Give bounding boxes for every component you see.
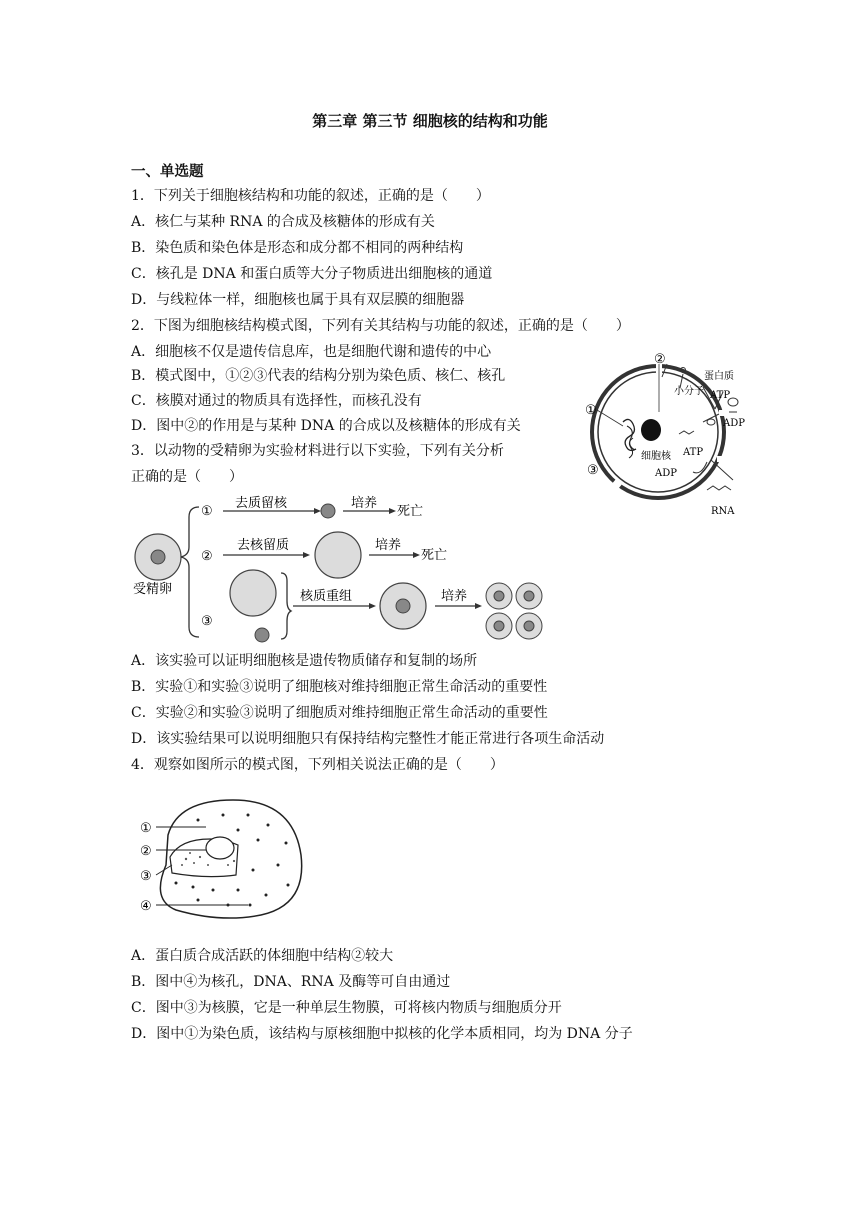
q2-fig-label-3: ③ bbox=[587, 463, 599, 478]
q3-fig-step-3: 核质重组 bbox=[300, 589, 353, 604]
q1-option-d: D．与线粒体一样，细胞核也属于具有双层膜的细胞器 bbox=[131, 292, 465, 308]
q4-fig-label-4: ④ bbox=[140, 899, 152, 914]
q4-option-b: B．图中④为核孔，DNA、RNA 及酶等可自由通过 bbox=[131, 974, 451, 990]
q3-fig-step-1: 去质留核 bbox=[235, 496, 288, 511]
q3-fig-culture-2: 培养 bbox=[375, 538, 402, 553]
section-heading: 一、单选题 bbox=[131, 164, 204, 180]
page-title: 第三章 第三节 细胞核的结构和功能 bbox=[312, 112, 548, 130]
q2-fig-label-2: ② bbox=[654, 352, 666, 367]
q2-option-b: B．模式图中，①②③代表的结构分别为染色质、核仁、核孔 bbox=[131, 368, 506, 384]
q2-fig-protein: 蛋白质 bbox=[704, 371, 734, 382]
q4-fig-label-1: ① bbox=[140, 821, 152, 836]
q3-option-d: D．该实验结果可以说明细胞只有保持结构完整性才能正常进行各项生命活动 bbox=[131, 731, 605, 747]
q3-fig-culture-1: 培养 bbox=[351, 496, 378, 511]
q3-fig-death-1: 死亡 bbox=[397, 504, 424, 519]
q3-fig-egg-label: 受精卵 bbox=[133, 582, 173, 597]
q3-fig-death-2: 死亡 bbox=[421, 548, 448, 563]
q2-option-c: C．核膜对通过的物质具有选择性，而核孔没有 bbox=[131, 393, 422, 409]
q3-option-a: A．该实验可以证明细胞核是遗传物质储存和复制的场所 bbox=[131, 653, 478, 669]
q2-fig-small-molecule: 小分子 bbox=[674, 386, 704, 397]
q2-option-a: A．细胞核不仅是遗传信息库，也是细胞代谢和遗传的中心 bbox=[131, 344, 492, 360]
q2-fig-adp-bottom: ADP bbox=[655, 468, 677, 479]
q3-fig-num-3: ③ bbox=[201, 614, 213, 629]
q4-option-d: D．图中①为染色质，该结构与原核细胞中拟核的化学本质相同，均为 DNA 分子 bbox=[131, 1026, 633, 1042]
q2-option-d: D．图中②的作用是与某种 DNA 的合成以及核糖体的形成有关 bbox=[131, 418, 521, 434]
q3-fig-step-2: 去核留质 bbox=[237, 538, 290, 553]
q3-option-c: C．实验②和实验③说明了细胞质对维持细胞正常生命活动的重要性 bbox=[131, 705, 548, 721]
q1-option-a: A．核仁与某种 RNA 的合成及核糖体的形成有关 bbox=[131, 214, 435, 230]
q3-option-b: B．实验①和实验③说明了细胞核对维持细胞正常生命活动的重要性 bbox=[131, 679, 548, 695]
nucleus-structure-figure bbox=[583, 352, 768, 520]
q4-fig-label-3: ③ bbox=[140, 869, 152, 884]
q1-option-c: C．核孔是 DNA 和蛋白质等大分子物质进出细胞核的通道 bbox=[131, 266, 493, 282]
q2-fig-label-1: ① bbox=[585, 403, 597, 418]
q3-fig-num-1: ① bbox=[201, 504, 213, 519]
q4-fig-label-2: ② bbox=[140, 844, 152, 859]
q3-stem-line1: 3．以动物的受精卵为实验材料进行以下实验，下列有关分析 bbox=[131, 443, 504, 459]
q4-option-c: C．图中③为核膜，它是一种单层生物膜，可将核内物质与细胞质分开 bbox=[131, 1000, 562, 1016]
q1-stem: 1．下列关于细胞核结构和功能的叙述，正确的是（ ） bbox=[131, 188, 490, 204]
q2-stem: 2．下图为细胞核结构模式图，下列有关其结构与功能的叙述，正确的是（ ） bbox=[131, 318, 630, 334]
nucleus-model-figure bbox=[138, 795, 308, 920]
q4-option-a: A．蛋白质合成活跃的体细胞中结构②较大 bbox=[131, 948, 394, 964]
q2-fig-nucleus-label: 细胞核 bbox=[641, 451, 671, 462]
q4-stem: 4．观察如图所示的模式图，下列相关说法正确的是（ ） bbox=[131, 757, 504, 773]
q3-stem-line2: 正确的是（ ） bbox=[131, 469, 243, 485]
q2-fig-atp-bottom: ATP bbox=[683, 447, 704, 458]
q2-fig-adp-right: ADP bbox=[723, 418, 745, 429]
q2-fig-rna: RNA bbox=[711, 506, 735, 517]
q3-fig-culture-3: 培养 bbox=[441, 589, 468, 604]
egg-experiment-figure bbox=[131, 493, 551, 646]
q1-option-b: B．染色质和染色体是形态和成分都不相同的两种结构 bbox=[131, 240, 464, 256]
q2-fig-atp-top: ATP bbox=[710, 390, 731, 401]
q3-fig-num-2: ② bbox=[201, 549, 213, 564]
